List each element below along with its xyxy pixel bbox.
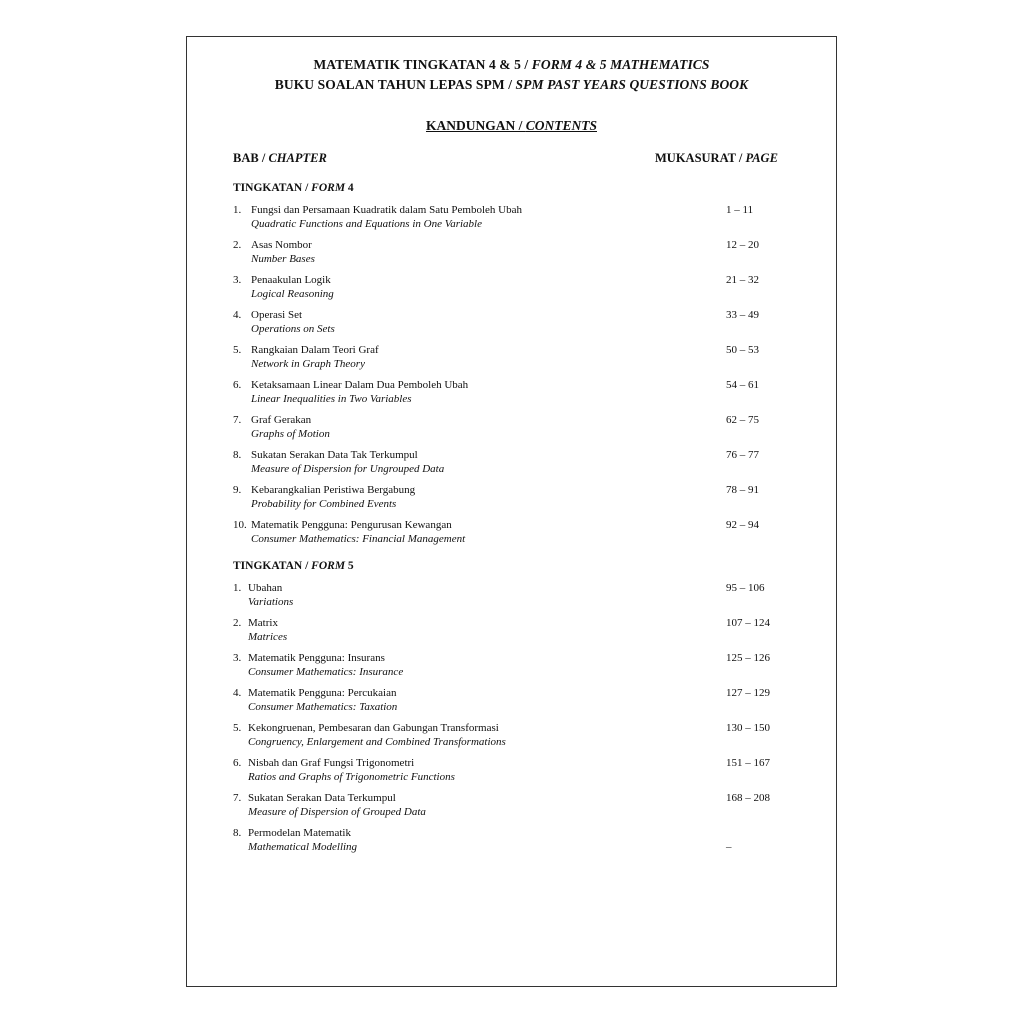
chapter-title-malay: Fungsi dan Persamaan Kuadratik dalam Satu Pemboleh Ubah — [251, 204, 522, 216]
chapter-pages: 95 – 106 — [726, 582, 765, 594]
chapter-pages: 78 – 91 — [726, 484, 759, 496]
chapter-pages: 125 – 126 — [726, 652, 770, 664]
chapter-number: 8. — [233, 827, 242, 839]
chapter-title-malay: Penaakulan Logik — [251, 274, 331, 286]
form-4-heading-english: FORM — [311, 182, 346, 194]
chapter-number: 2. — [233, 617, 242, 629]
chapter-title-malay: Asas Nombor — [251, 239, 312, 251]
chapter-title-english: Graphs of Motion — [251, 428, 330, 440]
chapter-number: 7. — [233, 414, 242, 426]
chapter-number: 10. — [233, 519, 247, 531]
chapter-pages: 151 – 167 — [726, 757, 770, 769]
chapter-title-malay: Ubahan — [248, 582, 283, 594]
chapter-column-malay: BAB / — [233, 151, 269, 165]
chapter-pages: 62 – 75 — [726, 414, 759, 426]
title-line-2-malay: BUKU SOALAN TAHUN LEPAS SPM / — [274, 77, 516, 92]
chapter-pages: 33 – 49 — [726, 309, 759, 321]
page-column-malay: MUKASURAT / — [655, 151, 746, 165]
chapter-title-english: Logical Reasoning — [251, 288, 334, 300]
form-5-heading-english: FORM — [311, 560, 346, 572]
chapter-number: 8. — [233, 449, 242, 461]
chapter-pages: 107 – 124 — [726, 617, 770, 629]
chapter-title-malay: Matematik Pengguna: Pengurusan Kewangan — [251, 519, 452, 531]
chapter-title-malay: Matematik Pengguna: Percukaian — [248, 687, 397, 699]
form-4-heading-number: 4 — [345, 182, 354, 194]
chapter-pages: 76 – 77 — [726, 449, 759, 461]
chapter-title-english: Number Bases — [251, 253, 315, 265]
chapter-title-english: Probability for Combined Events — [251, 498, 397, 510]
chapter-pages: 130 – 150 — [726, 722, 770, 734]
chapter-title-english: Linear Inequalities in Two Variables — [251, 393, 412, 405]
chapter-pages: 168 – 208 — [726, 792, 770, 804]
title-line-2-english: SPM PAST YEARS QUESTIONS BOOK — [515, 77, 749, 92]
title-line-1-english: FORM 4 & 5 MATHEMATICS — [531, 57, 710, 72]
chapter-title-malay: Permodelan Matematik — [248, 827, 351, 839]
chapter-title-english: Consumer Mathematics: Taxation — [248, 701, 398, 713]
chapter-title-english: Mathematical Modelling — [248, 841, 358, 853]
page-column-heading — [655, 151, 778, 166]
chapter-title-english: Congruency, Enlargement and Combined Transformations — [248, 736, 506, 748]
chapter-number: 3. — [233, 652, 242, 664]
chapter-title-english: Network in Graph Theory — [251, 358, 365, 370]
chapter-number: 6. — [233, 757, 242, 769]
chapter-title-english: Ratios and Graphs of Trigonometric Functions — [248, 771, 455, 783]
chapter-title-malay: Operasi Set — [251, 309, 303, 321]
chapter-title-english: Measure of Dispersion of Grouped Data — [248, 806, 426, 818]
chapter-title-english: Quadratic Functions and Equations in One Variable — [251, 218, 482, 230]
title-line-1 — [187, 57, 836, 73]
chapter-title-malay: Matematik Pengguna: Insurans — [248, 652, 385, 664]
form-5-heading — [233, 560, 354, 572]
form-4-heading-malay: TINGKATAN / — [233, 182, 312, 194]
title-line-1-malay: MATEMATIK TINGKATAN 4 & 5 / — [313, 57, 532, 72]
chapter-column-english: CHAPTER — [268, 151, 327, 165]
chapter-number: 9. — [233, 484, 242, 496]
form-5-heading-number: 5 — [345, 560, 354, 572]
chapter-title-malay: Graf Gerakan — [251, 414, 312, 426]
chapter-number: 5. — [233, 722, 242, 734]
chapter-pages: 1 – 11 — [726, 204, 754, 216]
contents-heading-malay: KANDUNGAN / — [425, 118, 526, 133]
chapter-pages: 127 – 129 — [726, 687, 770, 699]
chapter-number: 1. — [233, 204, 242, 216]
chapter-title-malay: Rangkaian Dalam Teori Graf — [251, 344, 379, 356]
chapter-title-malay: Nisbah dan Graf Fungsi Trigonometri — [248, 757, 415, 769]
chapter-title-malay: Matrix — [248, 617, 278, 629]
chapter-title-malay: Sukatan Serakan Data Terkumpul — [248, 792, 396, 804]
chapter-title-english: Measure of Dispersion for Ungrouped Data — [251, 463, 445, 475]
chapter-number: 2. — [233, 239, 242, 251]
chapter-pages: 21 – 32 — [726, 274, 759, 286]
chapter-number: 7. — [233, 792, 242, 804]
chapter-number: 3. — [233, 274, 242, 286]
chapter-pages: – — [726, 841, 732, 853]
chapter-title-english: Matrices — [248, 631, 288, 643]
chapter-pages: 92 – 94 — [726, 519, 759, 531]
form-5-heading-malay: TINGKATAN / — [233, 560, 312, 572]
chapter-title-english: Operations on Sets — [251, 323, 335, 335]
chapter-number: 4. — [233, 687, 242, 699]
document-page — [186, 36, 837, 987]
chapter-title-english: Variations — [248, 596, 294, 608]
chapter-title-malay: Kebarangkalian Peristiwa Bergabung — [251, 484, 416, 496]
chapter-title-malay: Kekongruenan, Pembesaran dan Gabungan Transformasi — [248, 722, 499, 734]
contents-heading — [187, 118, 836, 134]
chapter-pages: 50 – 53 — [726, 344, 759, 356]
contents-heading-english: CONTENTS — [525, 118, 597, 133]
chapter-pages: 54 – 61 — [726, 379, 759, 391]
chapter-number: 1. — [233, 582, 242, 594]
title-line-2 — [187, 77, 836, 93]
chapter-column-heading — [233, 151, 327, 166]
chapter-title-english: Consumer Mathematics: Insurance — [248, 666, 404, 678]
chapter-title-malay: Sukatan Serakan Data Tak Terkumpul — [251, 449, 418, 461]
chapter-title-malay: Ketaksamaan Linear Dalam Dua Pemboleh Ubah — [251, 379, 469, 391]
chapter-title-english: Consumer Mathematics: Financial Management — [251, 533, 466, 545]
page-column-english: PAGE — [745, 151, 778, 165]
chapter-pages: 12 – 20 — [726, 239, 759, 251]
chapter-number: 5. — [233, 344, 242, 356]
chapter-number: 6. — [233, 379, 242, 391]
chapter-number: 4. — [233, 309, 242, 321]
form-4-heading — [233, 182, 354, 194]
